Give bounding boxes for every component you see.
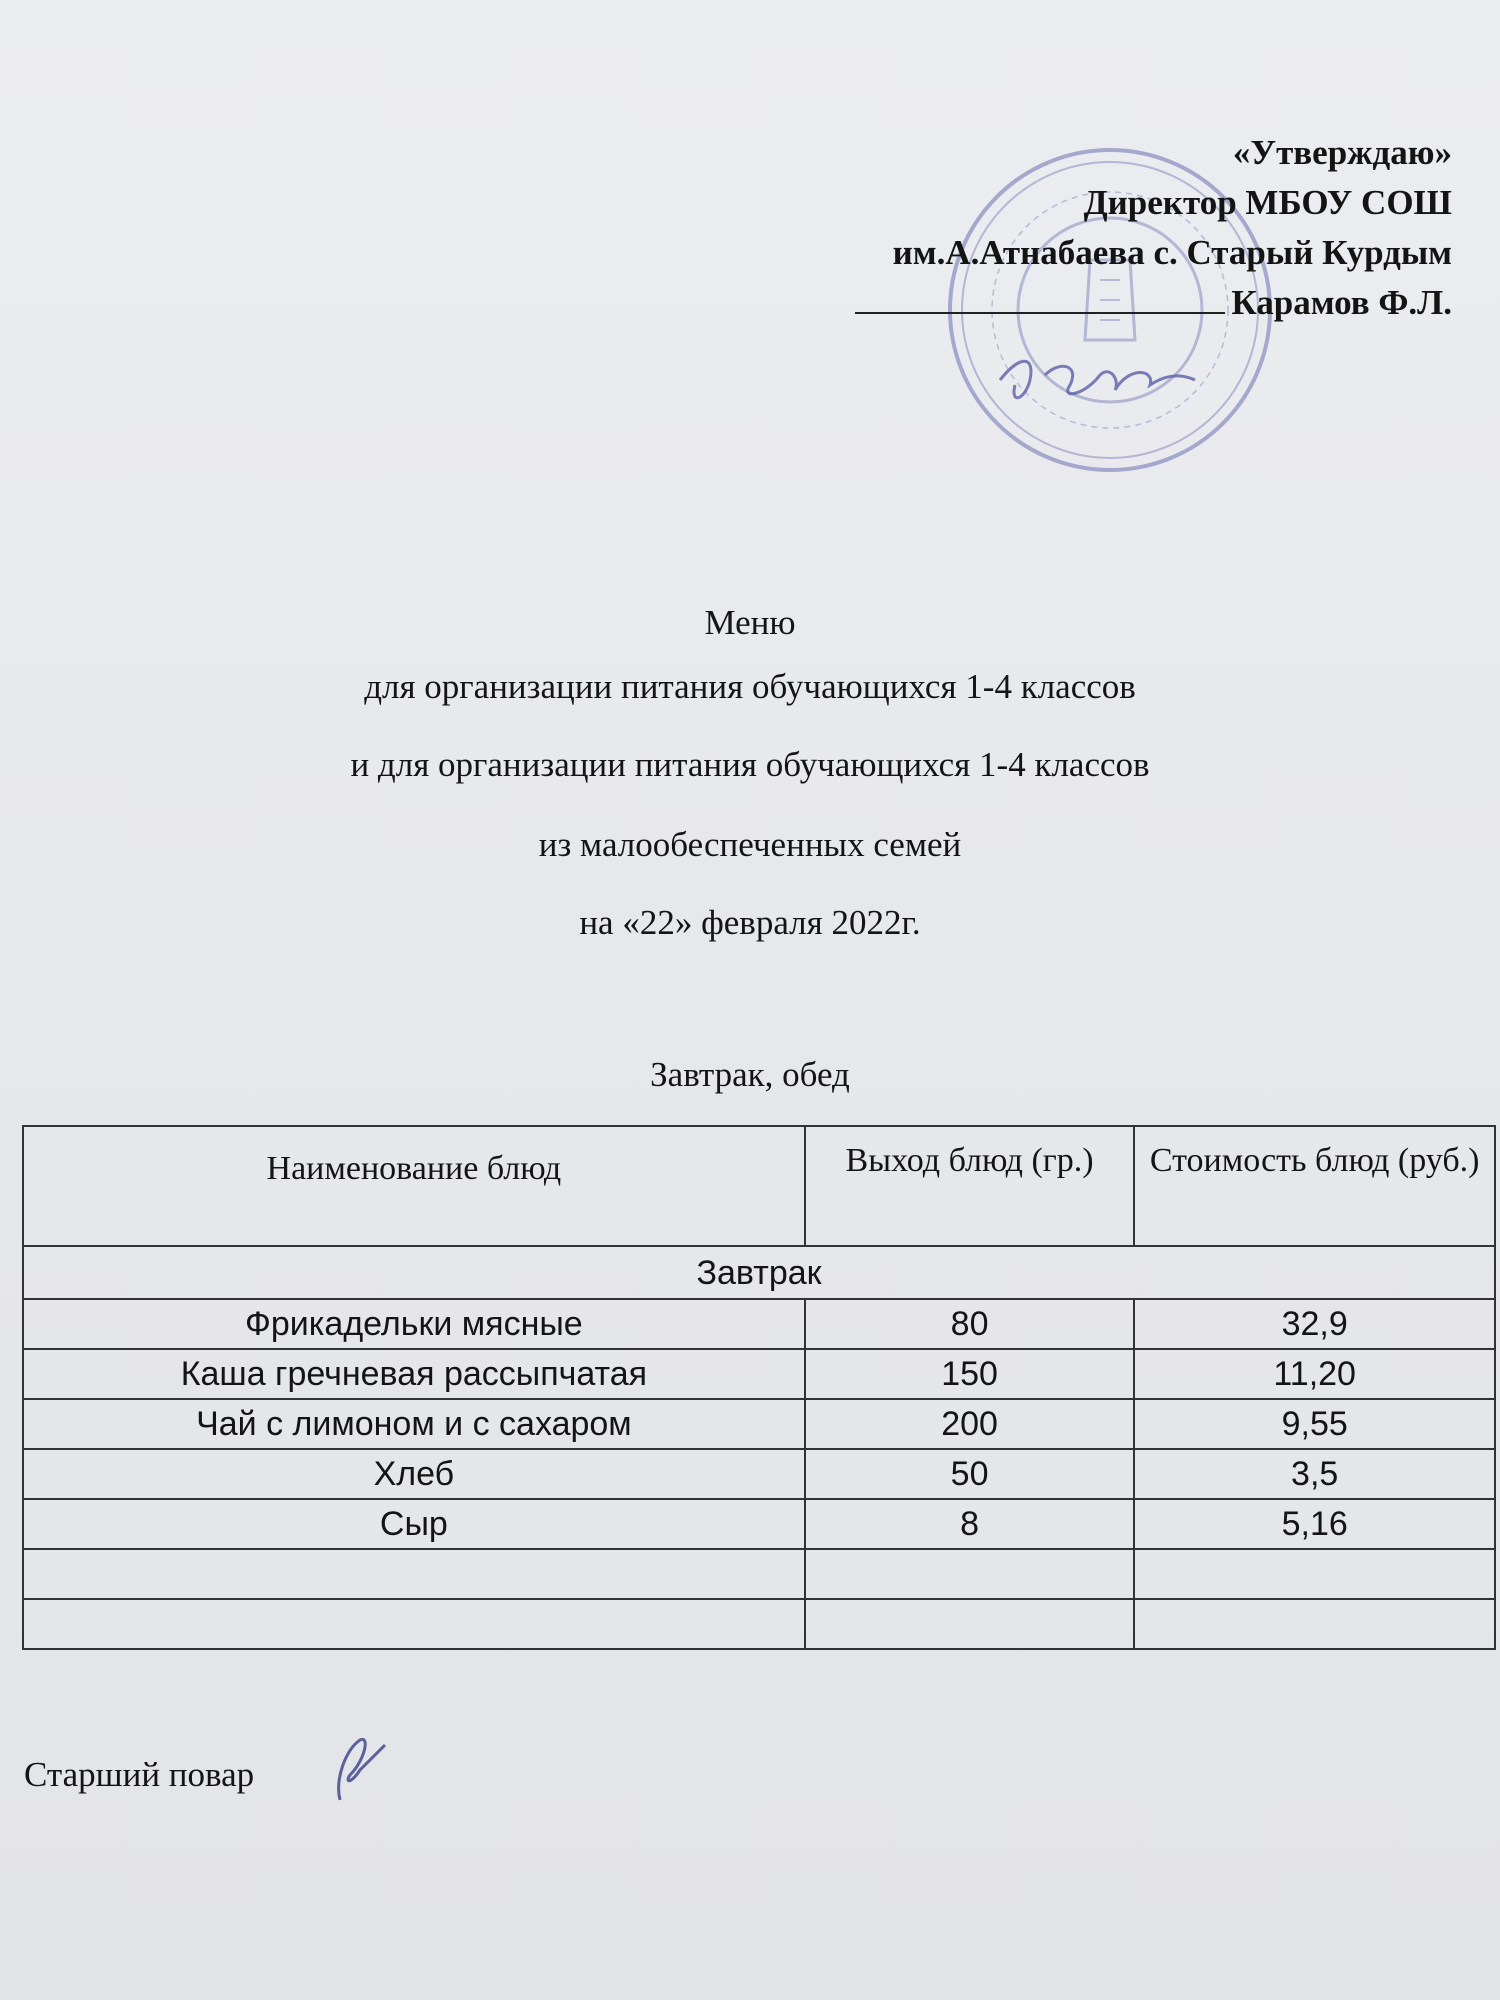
cook-label: Старший повар xyxy=(24,1755,255,1794)
table-row xyxy=(23,1449,1495,1499)
table-row xyxy=(23,1299,1495,1349)
header-cost: Стоимость блюд (руб.) xyxy=(1134,1126,1495,1246)
dish-cost: 5,16 xyxy=(1134,1499,1495,1549)
dish-weight: 150 xyxy=(805,1349,1135,1399)
dish-cost: 3,5 xyxy=(1134,1449,1495,1499)
header-weight: Выход блюд (гр.) xyxy=(805,1126,1135,1246)
empty-cell xyxy=(805,1599,1135,1649)
approval-signature-line xyxy=(692,278,1452,328)
dish-weight: 50 xyxy=(805,1449,1135,1499)
director-name: Карамов Ф.Л. xyxy=(1231,283,1452,322)
header-dish-name: Наименование блюд xyxy=(23,1126,805,1246)
meal-heading: Завтрак, обед xyxy=(650,1055,850,1094)
table-row xyxy=(23,1399,1495,1449)
table-row xyxy=(23,1499,1495,1549)
empty-cell xyxy=(23,1599,805,1649)
menu-subtitle-3: из малообеспеченных семей xyxy=(538,825,962,864)
dish-weight: 8 xyxy=(805,1499,1135,1549)
dish-name: Чай с лимоном и с сахаром xyxy=(23,1399,805,1449)
approval-school: им.А.Атнабаева с. Старый Курдым xyxy=(892,233,1452,272)
empty-row xyxy=(23,1549,1495,1599)
menu-title: Меню xyxy=(704,603,796,642)
dish-name: Фрикадельки мясные xyxy=(23,1299,805,1349)
dish-name: Хлеб xyxy=(23,1449,805,1499)
dish-cost: 9,55 xyxy=(1134,1399,1495,1449)
table-row xyxy=(23,1349,1495,1399)
dish-weight: 200 xyxy=(805,1399,1135,1449)
dish-name: Каша гречневая рассыпчатая xyxy=(23,1349,805,1399)
dish-cost: 11,20 xyxy=(1134,1349,1495,1399)
empty-row xyxy=(23,1599,1495,1649)
cook-signature xyxy=(325,1730,395,1810)
menu-subtitle-1: для организации питания обучающихся 1-4 классов xyxy=(364,667,1136,706)
approval-label: «Утверждаю» xyxy=(1232,133,1452,172)
empty-cell xyxy=(805,1549,1135,1599)
dish-cost: 32,9 xyxy=(1134,1299,1495,1349)
approval-position: Директор МБОУ СОШ xyxy=(1083,183,1452,222)
empty-cell xyxy=(1134,1549,1495,1599)
dish-name: Сыр xyxy=(23,1499,805,1549)
dish-weight: 80 xyxy=(805,1299,1135,1349)
director-signature xyxy=(990,345,1200,415)
approval-block xyxy=(692,128,1452,328)
empty-cell xyxy=(1134,1599,1495,1649)
empty-cell xyxy=(23,1549,805,1599)
menu-subtitle-2: и для организации питания обучающихся 1-4 классов xyxy=(350,745,1150,784)
menu-date: на «22» февраля 2022г. xyxy=(579,903,921,942)
section-breakfast: Завтрак xyxy=(23,1246,1495,1299)
menu-table xyxy=(22,1125,1496,1650)
signature-underline xyxy=(855,284,1225,314)
section-row xyxy=(23,1246,1495,1299)
table-header-row xyxy=(23,1126,1495,1246)
